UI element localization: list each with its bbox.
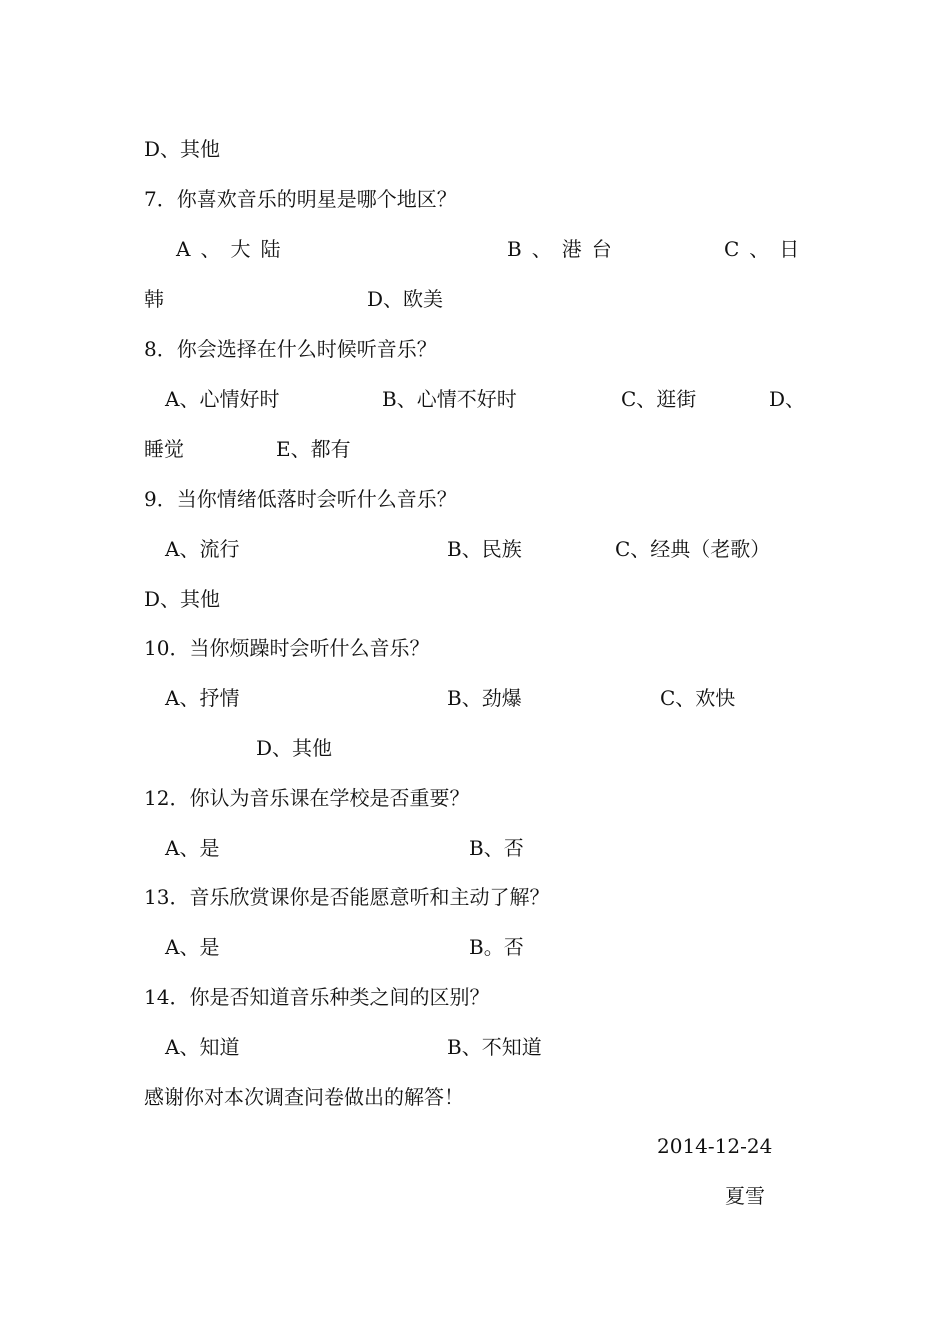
q9-option-b: B、民族 <box>447 537 522 561</box>
question-12: 12．你认为音乐课在学校是否重要？ <box>144 786 470 810</box>
q9-option-a: A、流行 <box>165 537 240 561</box>
question-13: 13．音乐欣赏课你是否能愿意听和主动了解？ <box>144 885 550 909</box>
q13-option-b: B。否 <box>469 935 524 959</box>
question-10: 10．当你烦躁时会听什么音乐？ <box>144 636 430 660</box>
q10-option-a: A、抒情 <box>165 686 240 710</box>
q8-option-b: B、心情不好时 <box>382 387 517 411</box>
q7-option-c: C、日 <box>724 237 810 261</box>
question-7: 7．你喜欢音乐的明星是哪个地区？ <box>144 187 457 211</box>
q7-option-a: A、大陆 <box>176 237 291 261</box>
q7-option-b: B、港台 <box>507 237 622 261</box>
q10-option-b: B、劲爆 <box>447 686 522 710</box>
q14-option-b: B、不知道 <box>447 1035 542 1059</box>
q10-option-d: D、其他 <box>256 736 333 760</box>
q9-option-d: D、其他 <box>144 587 221 611</box>
q8-option-d: D、 <box>769 387 806 411</box>
q14-option-a: A、知道 <box>165 1035 240 1059</box>
q8-option-c: C、逛街 <box>621 387 697 411</box>
q12-option-a: A、是 <box>165 836 220 860</box>
q12-option-b: B、否 <box>469 836 524 860</box>
q8-option-d-continued: 睡觉 <box>144 437 184 461</box>
question-9: 9．当你情绪低落时会听什么音乐？ <box>144 487 457 511</box>
date: 2014-12-24 <box>657 1134 773 1158</box>
q9-option-c: C、经典（老歌） <box>615 537 771 561</box>
q13-option-a: A、是 <box>165 935 220 959</box>
thank-you-note: 感谢你对本次调查问卷做出的解答！ <box>144 1085 464 1109</box>
question-8: 8．你会选择在什么时候听音乐？ <box>144 337 437 361</box>
author-name: 夏雪 <box>725 1184 765 1208</box>
q7-option-d: D、欧美 <box>367 287 444 311</box>
q8-option-e: E、都有 <box>276 437 351 461</box>
question-14: 14．你是否知道音乐种类之间的区别？ <box>144 985 490 1009</box>
q8-option-a: A、心情好时 <box>165 387 280 411</box>
q7-option-c-continued: 韩 <box>144 287 164 311</box>
q6-option-d: D、其他 <box>144 137 221 161</box>
q10-option-c: C、欢快 <box>660 686 736 710</box>
